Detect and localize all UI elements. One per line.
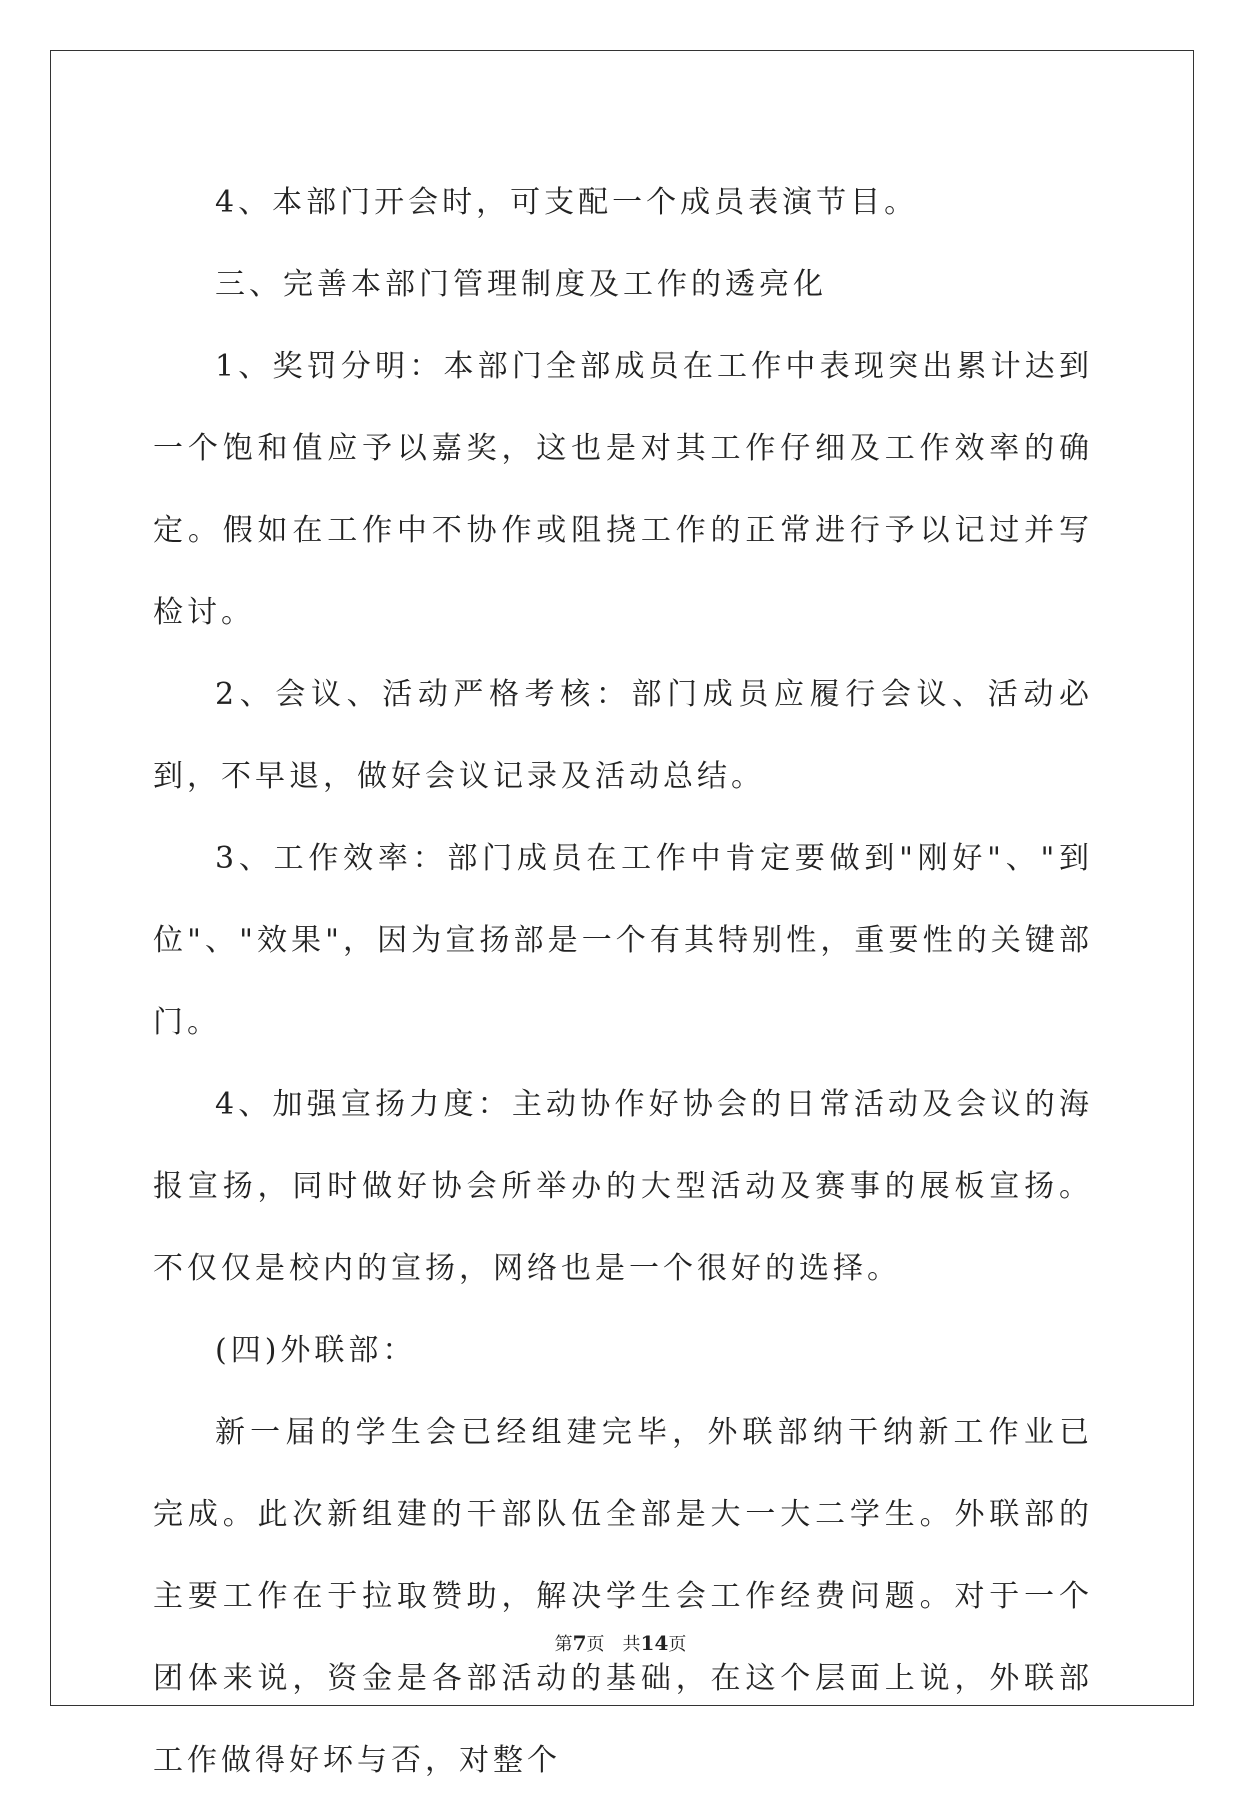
footer-suffix: 页	[668, 1634, 687, 1655]
section-heading: 三、完善本部门管理制度及工作的透亮化	[215, 267, 827, 302]
page-footer	[0, 1630, 1241, 1656]
footer-mid: 页 共	[586, 1634, 641, 1655]
footer-prefix: 第	[554, 1634, 573, 1655]
total-page-number: 14	[640, 1631, 669, 1655]
paragraph: 4、加强宣扬力度：主动协作好协会的日常活动及会议的海报宣扬，同时做好协会所举办的大型活动及赛事的展板宣扬。不仅仅是校内的宣扬，网络也是一个很好的选择。	[153, 1087, 1093, 1286]
paragraph: 3、工作效率：部门成员在工作中肯定要做到"刚好"、"到位"、"效果"，因为宣扬部是一个有其特别性，重要性的关键部门。	[153, 841, 1093, 1040]
section-heading: (四)外联部：	[215, 1333, 417, 1368]
paragraph: 2、会议、活动严格考核：部门成员应履行会议、活动必到，不早退，做好会议记录及活动总结。	[153, 677, 1093, 794]
current-page-number: 7	[572, 1631, 587, 1655]
paragraph: 4、本部门开会时，可支配一个成员表演节目。	[215, 185, 919, 220]
paragraph: 1、奖罚分明：本部门全部成员在工作中表现突出累计达到一个饱和值应予以嘉奖，这也是对其工作仔细及工作效率的确定。假如在工作中不协作或阻挠工作的正常进行予以记过并写检讨。	[153, 349, 1093, 630]
paragraph: 新一届的学生会已经组建完毕，外联部纳干纳新工作业已完成。此次新组建的干部队伍全部是大一大二学生。外联部的主要工作在于拉取赞助，解决学生会工作经费问题。对于一个团体来说，资金是各部活动的基础，在这个层面上说，外联部工作做得好坏与否，对整个	[153, 1415, 1093, 1778]
document-body	[153, 162, 1093, 1802]
